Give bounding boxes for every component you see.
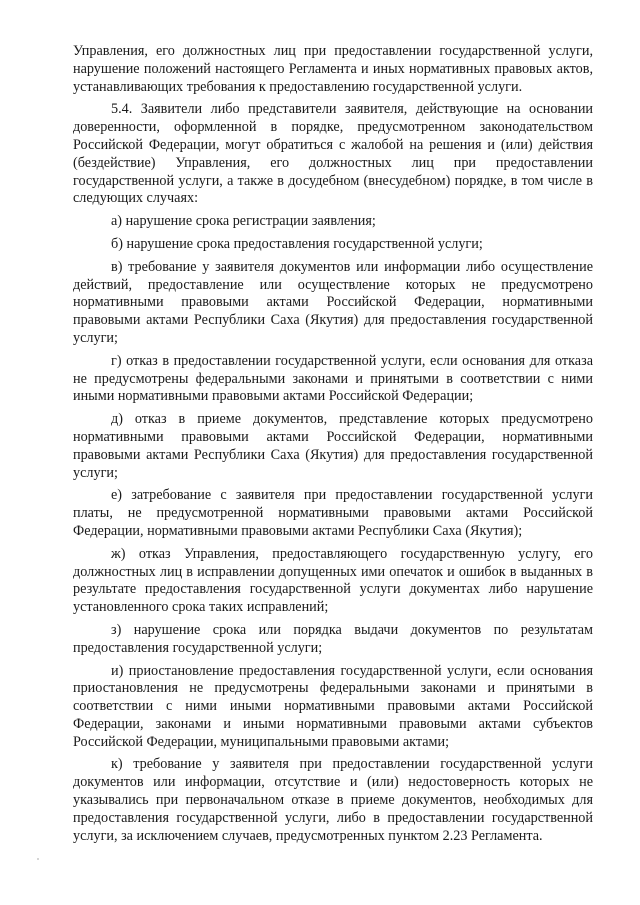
list-item-g: г) отказ в предоставлении государственной услуги, если основания для отказа не предусмотрены федеральными законами и принятыми в соответствии с ними иными нормативными правовыми актами Российской Федерации;	[73, 352, 593, 405]
list-item-k: к) требование у заявителя при предоставлении государственной услуги документов или информации, отсутствие и (или) недостоверность которых не указывались при первоначальном отказе в приеме документов, необходимых для предоставления государственной услуги, либо в предоставлении государственной услуги, за исключением случаев, предусмотренных пунктом 2.23 Регламента.	[73, 756, 593, 844]
paragraph-continuation: Управления, его должностных лиц при предоставлении государственной услуги, нарушение положений настоящего Регламента и иных нормативных правовых актов, устанавливающих требования к предоставлению государственной услуги.	[73, 43, 593, 95]
list-item-zh: ж) отказ Управления, предоставляющего государственную услугу, его должностных лиц в исправлении допущенных ими опечаток и ошибок в выданных в результате предоставления государственной услуги документах либо нарушение установленного срока таких исправлений;	[73, 545, 593, 616]
list-item-a: а) нарушение срока регистрации заявления;	[111, 213, 376, 230]
list-item-z: з) нарушение срока или порядка выдачи документов по результатам предоставления государственной услуги;	[73, 621, 593, 656]
scan-speck	[37, 858, 39, 860]
list-item-i: и) приостановление предоставления государственной услуги, если основания приостановления не предусмотрены федеральными законами и принятыми в соответствии с ними иными нормативными правовыми актами Российской Федерации, законами и иными нормативными правовыми актами субъектов Российской Федерации, муниципальными правовыми актами;	[73, 662, 593, 750]
list-item-v: в) требование у заявителя документов или информации либо осуществление действий, предоставление или осуществление которых не предусмотрено нормативными правовыми актами Российской Федерации, нормативными правовыми актами Республики Саха (Якутия) для предоставления государственной услуги;	[73, 258, 593, 346]
paragraph-clause-5-4: 5.4. Заявители либо представители заявителя, действующие на основании доверенности, оформленной в порядке, предусмотренном законодательством Российской Федерации, могут обратиться с жалобой на решения и (или) действия (бездействие) Управления, его должностных лиц при предоставлении государственной услуги, а также в досудебном (внесудебном) порядке, в том числе в следующих случаях:	[73, 101, 593, 207]
list-item-b: б) нарушение срока предоставления государственной услуги;	[111, 235, 483, 252]
list-item-e: е) затребование с заявителя при предоставлении государственной услуги платы, не предусмотренной нормативными правовыми актами Российской Федерации, нормативными правовыми актами Республики Саха (Якутия);	[73, 487, 593, 539]
list-item-d: д) отказ в приеме документов, представление которых предусмотрено нормативными правовыми актами Российской Федерации, нормативными правовыми актами Республики Саха (Якутия) для предоставления государственной услуги;	[73, 411, 593, 481]
